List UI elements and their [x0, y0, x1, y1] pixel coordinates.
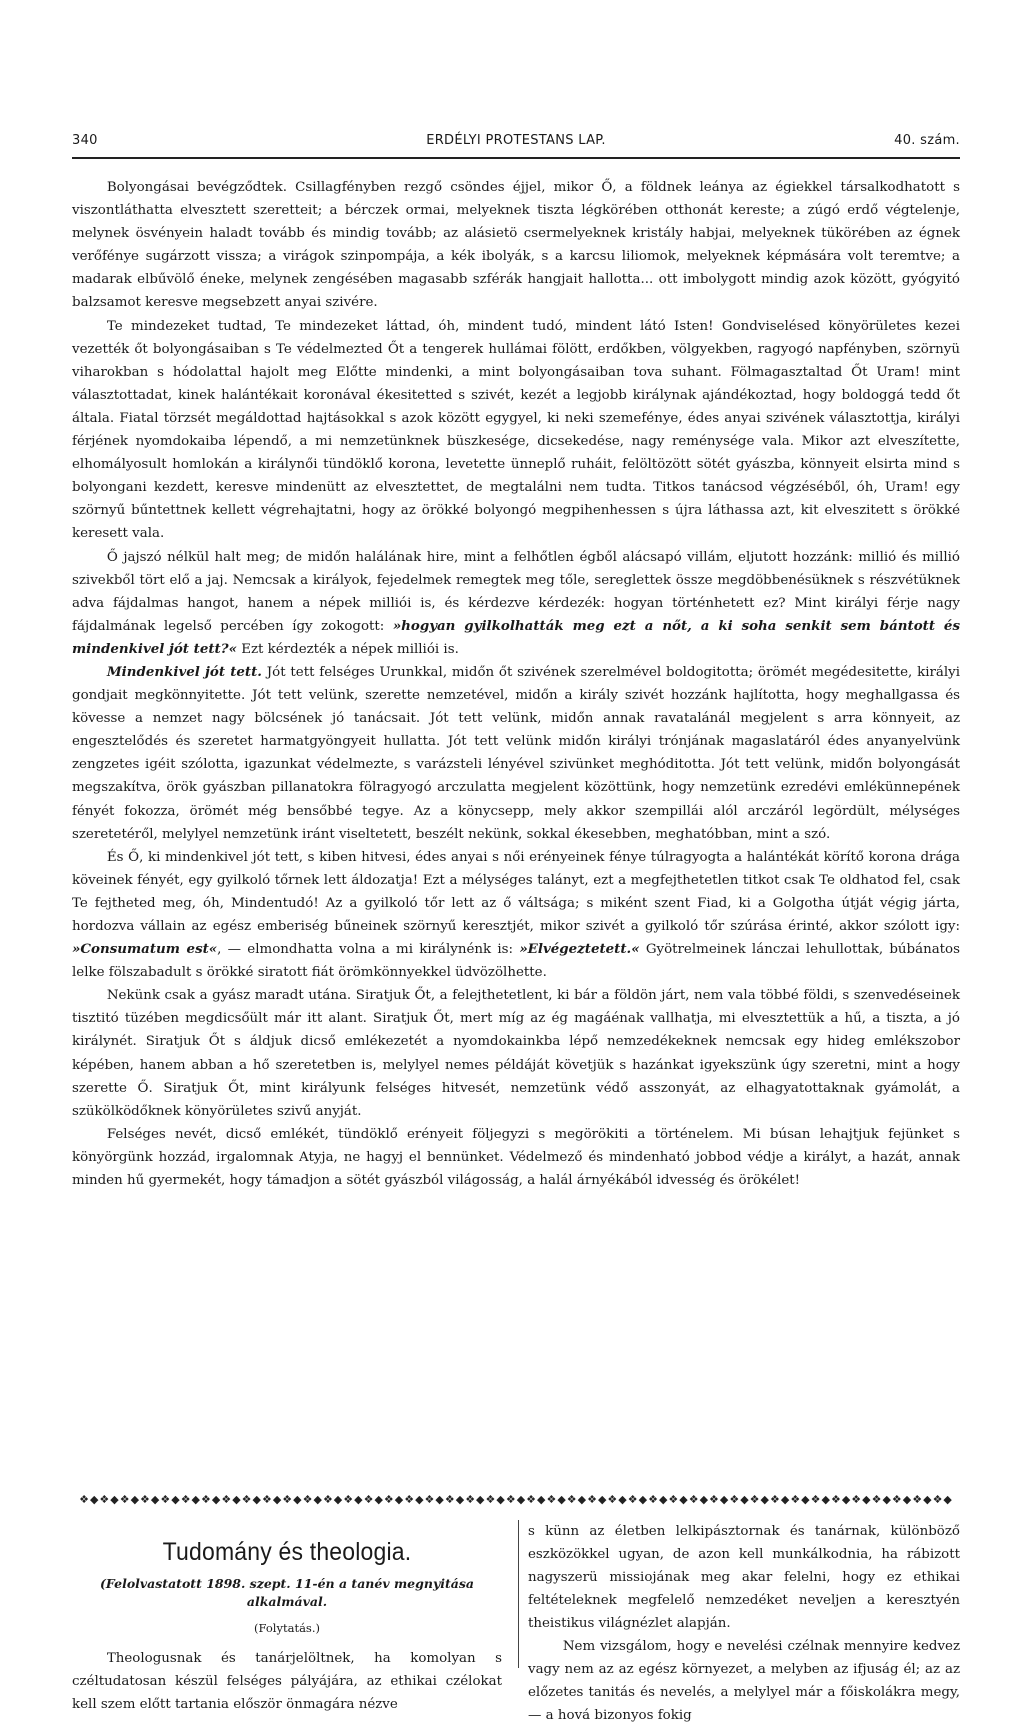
paragraph-6: Nekünk csak a gyász maradt utána. Siratjuk Őt, a felejthetetlent, ki bár a földön járt, nem vala többé földi, s szenvedéseinek tisztitó tüzében megdicsőült már itt alant. Siratjuk Őt, mert míg az ég magáénak vallhatja, mi elvesztettük a hű, a tiszta, a jó királynét. Siratjuk Őt s áldjuk dicső emlékezetét a nyomdokainkba lépő nemzedékeknek nemcsak egy hideg emlékszobor képében, hanem abban a hő szeretetben is, melylyel nemes példáját követjük s hazánkat igyekszünk úgy szeretni, mint a hogy szerette Ő. Siratjuk Őt, mint királyunk felséges hitvesét, nemzetünk védő asszonyát, az elhagyatottaknak gyámolát, a szükölködőknek könyörületes szivű anyját.: [72, 988, 960, 1119]
left-column: [72, 1520, 502, 1716]
paragraph-3-quote: »hogyan gyilkolhatták meg ezt a nőt, a ki soha senkit sem bántott és mindenkivel jót tett?«: [72, 617, 960, 657]
right-column: [528, 1520, 960, 1727]
paragraph-5-text-b: , — elmondhatta volna a mi királynénk is:: [217, 942, 520, 958]
paragraph-5-quote-1: »Consumatum est«: [72, 941, 218, 958]
article-body: [72, 176, 960, 1192]
paragraph-3-text-b: Ezt kérdezték a népek milliói is.: [236, 641, 459, 657]
paragraph-5-text-c: Gyötrelmeinek lánczai lehullottak, búbánatos lelke fölszabadult s örökké siratott fiát örömkönnyekkel üdvözölhette.: [72, 942, 960, 981]
right-column-paragraph-2: Nem vizsgálom, hogy e nevelési czélnak mennyire kedvez vagy nem az az egész környezet, a melyben az ifjuság él; az az előzetes tanitás és nevelés, a melylyel már a főiskolákra megy, — a hová bizonyos fokig: [528, 1639, 960, 1723]
paragraph-4-text: Jót tett felséges Urunkkal, midőn őt szivének szerelmével boldogitotta; örömét megédesitette, királyi gondjait megkönnyitette. Jót tett velünk, szerette nemzetével, midőn a király szivét hozzánk hajlította, hogy meghallgassa és kövesse a nemzet nagy bölcsének jó tanácsait. Jót tett velünk, midőn annak ravatalánál megjelent s arra könnyeit, az engesztelődés és szeretet harmatgyöngyeit hullatta. Jót tett velünk midőn királyi trónjának magaslatáról édes anyanyelvünk zengzetes igéit szólotta, igazunkat védelmezte, s varázsteli lényével szivünket meghóditotta. Jót tett velünk, midőn bolyongását megszakítva, örök gyászban pillanatokra fölragyogó arczulatta megjelent közöttünk, hogy nemzetünk ezredévi emlékünnepének fényét fokozza, örömét még bensőbbé tegye. Az a könycsepp, mely akkor szempillái alól arczáról legördült, mélységes szeretetéről, melylyel nemzetünk iránt viseltetett, beszélt nekünk, sokkal ékesebben, meghatóbban, mint a szó.: [72, 664, 960, 842]
issue-number: 40. szám.: [894, 133, 960, 148]
ornament-divider: ❖◆❖◆❖◆❖◆❖◆❖◆❖◆❖◆❖◆❖◆❖◆❖◆❖◆❖◆❖◆❖◆❖◆❖◆❖◆❖◆❖◆❖◆❖◆❖◆❖◆❖◆❖◆❖◆❖◆❖◆❖◆❖◆❖◆❖◆❖◆❖◆❖◆❖◆❖◆❖◆❖◆❖◆❖◆: [79, 1493, 953, 1506]
paragraph-3-text-a: Ő jajszó nélkül halt meg; de midőn halálának hire, mint a felhőtlen égből alácsapó villám, eljutott hozzánk: millió és millió szivekből tört elő a jaj. Nemcsak a királyok, fejedelmek remegtek meg tőle, sereglettek össze megdöbbenésüknek s részvétüknek adva fájdalmas hangot, hanem a népek milliói is, és kérdezve kérdezék: hogyan történhetett ez? Mint királyi férje nagy fájdalmának legelső percében így zokogott:: [72, 549, 960, 634]
section-subtitle: (Felolvastatott 1898. szept. 11-én a tanév megnyitása alkalmával.: [100, 1576, 474, 1609]
column-divider: [518, 1520, 519, 1668]
paragraph-2: Te mindezeket tudtad, Te mindezeket láttad, óh, mindent tudó, mindent látó Isten! Gondviselésed könyörületes kezei vezették őt bolyongásaiban s Te védelmezted Őt a tengerek hullámai fölött, erdőkben, völgyekben, ragyogó napfényben, szörnyü viharokban s hódolattal hajolt meg Előtte mindenki, a mint bolyongásaiban tova suhant. Fölmagasztaltad Őt Uram! mint választottadat, kinek halántékait koronával ékesitetted s szivét, kezét a legjobb királynak ajándékoztad, hogy boldoggá tedd őt általa. Fiatal törzsét megáldottad hajtásokkal s azok között egygyel, ki neki szemefénye, édes anyai szivének választottja, királyi férjének nyomdokaiba lépendő, a mi nemzetünknek büszkesége, dicsekedése, nagy reménysége vala. Mikor azt elveszítette, elhomályosult homlokán a királynői tündöklő korona, levetette ünneplő ruháit, felöltözött sötét gyászba, könnyeit elsirta mind s bolyongani kezdett, keresve mindenütt az elvesztettet, de megtalálni nem tudta. Titkos tanácsod végzéséből, óh, Uram! egy szörnyű bűntettnek kellett végrehajtatni, hogy az örökké bolyongó megpihenhessen s újra láthassa azt, kit elveszitett s örökké keresett vala.: [72, 318, 960, 542]
paragraph-7: Felséges nevét, dicső emlékét, tündöklő erényeit följegyzi s megörökiti a történelem. Mi búsan lehajtjuk fejünket s könyörgünk hozzád, irgalomnak Atyja, ne hagyj el bennünket. Védelmező és mindenható jobbod védje a királyt, a hazát, annak minden hű gyermekét, hogy támadjon a sötét gyászból világosság, a halál árnyékából idvesség és örökélet!: [72, 1126, 960, 1189]
paragraph-4-lead: Mindenkivel jót tett.: [106, 663, 262, 680]
page-header: [72, 133, 960, 155]
continued-note: (Folytatás.): [254, 1621, 320, 1635]
paragraph-4: [72, 661, 960, 846]
header-rule: [72, 157, 960, 159]
left-column-text: Theologusnak és tanárjelöltnek, ha komolyan s czéltudatosan készül felséges pályájára, az ethikai czélokat kell szem előtt tartania először önmagára nézve: [72, 1651, 502, 1712]
journal-title: ERDÉLYI PROTESTANS LAP.: [426, 133, 606, 148]
paragraph-5-quote-2: »Elvégeztetett.«: [519, 941, 640, 958]
section-title: Tudomány és theologia.: [162, 1538, 412, 1566]
page-number: 340: [72, 133, 98, 148]
paragraph-5: [72, 846, 960, 985]
paragraph-5-text-a: És Ő, ki mindenkivel jót tett, s kiben hitvesi, édes anyai s női erényeinek fénye túlragyogta a halántékát körítő korona drága köveinek fényét, egy gyilkoló tőrnek lett áldozatja! Ezt a mélységes talányt, ezt a megfejthetetlen titkot csak Te oldhatod fel, csak Te fejtheted meg, óh, Mindentudó! Az a gyilkoló tőr lett az ő váltsága; s miként szent Fiad, ki a Golgotha útját végig járta, hordozva vállain az egész emberiség bűneinek szörnyű keresztjét, mikor szivét a gyilkoló tőr szúrása érinté, akkor szólott igy:: [72, 849, 960, 934]
paragraph-1: Bolyongásai bevégződtek. Csillagfényben rezgő csöndes éjjel, mikor Ő, a földnek leánya az égiekkel társalkodhatott s viszontláthatta elvesztett szeretteit; a bérczek ormai, melyeknek tiszta légkörében otthonát kereste; a zúgó erdő végtelenje, melynek ösvényein haladt tovább és mindig tovább; az alásietö csermelyeknek kristály habjai, melyeknek tükörében az égnek verőfénye sugárzott vissza; a virágok szinpompája, a kék ibolyák, s a karcsu liliomok, melyeknek képmására volt teremtve; a madarak elbűvölő éneke, melynek zengésében magasabb szférák hangjait hallotta... ott imbolygott mindig azok között, gyógyitó balzsamot keresve megsebzett anyai szivére.: [72, 180, 960, 311]
paragraph-3: [72, 546, 960, 661]
right-column-paragraph-1: s künn az életben lelkipásztornak és tanárnak, különböző eszközökkel ugyan, de azon kell munkálkodnia, ha rábizott nagyszerü missiojának meg akar felelni, hogy ez ethikai feltételeknek megfelelő nemzedéket neveljen a keresztyén theistikus világnézlet alapján.: [528, 1524, 960, 1631]
